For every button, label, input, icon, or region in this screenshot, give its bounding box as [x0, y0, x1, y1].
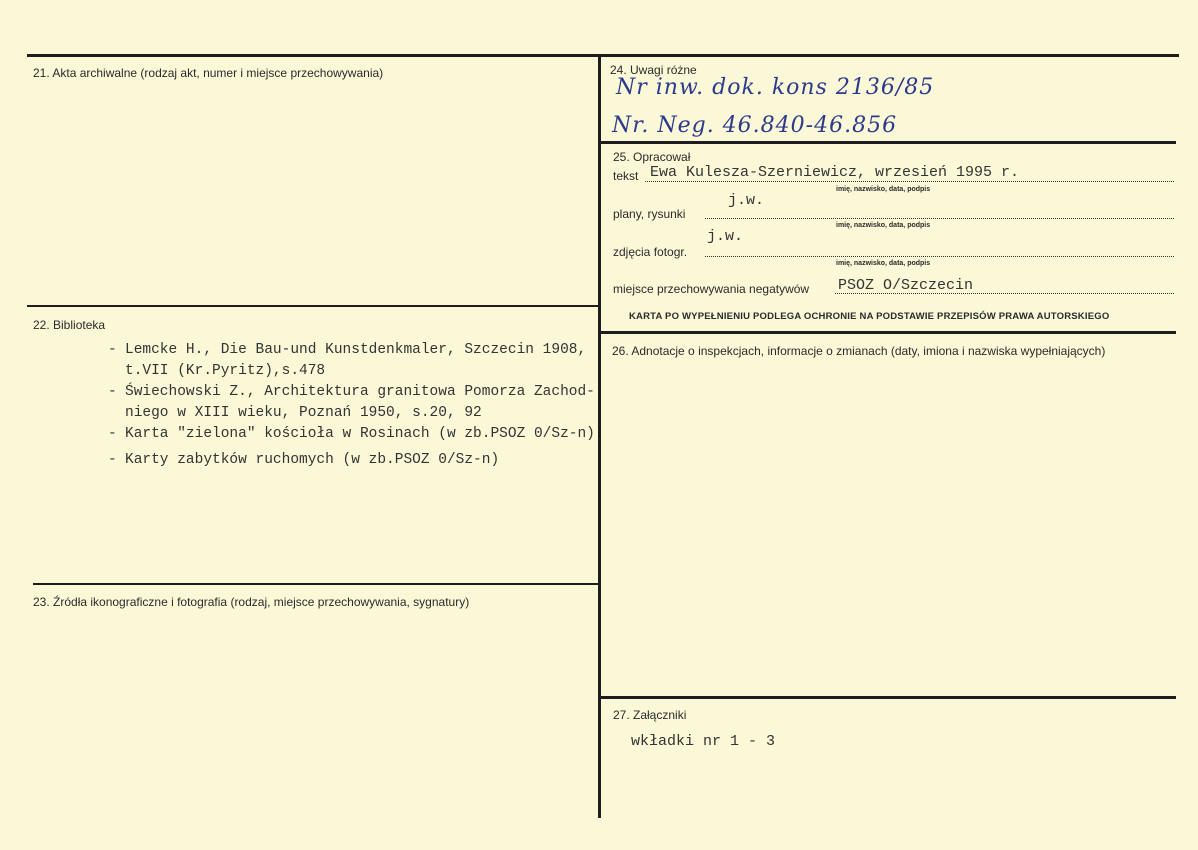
bib-entry-2-line2: niego w XIII wieku, Poznań 1950, s.20, 92: [125, 405, 482, 421]
handwritten-inventory-note: Nr inw. dok. kons 2136/85: [616, 75, 935, 100]
zdjecia-sublabel: imię, nazwisko, data, podpis: [836, 260, 931, 267]
negatywy-value: PSOZ O/Szczecin: [838, 277, 974, 294]
plany-value: j.w.: [728, 192, 765, 209]
section-27-label: 27. Załączniki: [613, 708, 687, 722]
section-21-label: 21. Akta archiwalne (rodzaj akt, numer i miejsce przechowywania): [33, 66, 384, 80]
divider-24-25: [600, 141, 1176, 144]
bib-entry-1-line1: Lemcke H., Die Bau-und Kunstdenkmaler, Szczecin 1908,: [125, 342, 587, 358]
section-22-label: 22. Biblioteka: [33, 318, 106, 332]
top-border: [27, 54, 1179, 57]
section-23-label: 23. Źródła ikonograficzne i fotografia (rodzaj, miejsce przechowywania, sygnatury): [33, 595, 470, 609]
divider-22-23: [33, 583, 599, 585]
handwritten-negative-note: Nr. Neg. 46.840-46.856: [612, 113, 898, 138]
zdjecia-line: [705, 256, 1174, 257]
bibliography-entry: - Karty zabytków ruchomych (w zb.PSOZ 0/Sz-n): [108, 452, 500, 468]
bib-entry-4-line1: Karty zabytków ruchomych (w zb.PSOZ 0/Sz-n): [125, 452, 500, 468]
plany-line: [705, 218, 1174, 219]
tekst-line: [645, 181, 1174, 182]
section-26-label: 26. Adnotacje o inspekcjach, informacje o zmianach (daty, imiona i nazwiska wypełniających): [612, 344, 1106, 358]
bibliography-entry: - Karta "zielona" kościoła w Rosinach (w zb.PSOZ 0/Sz-n): [108, 426, 595, 442]
divider-25-26: [600, 331, 1176, 334]
copyright-notice: KARTA PO WYPEŁNIENIU PODLEGA OCHRONIE NA PODSTAWIE PRZEPISÓW PRAWA AUTORSKIEGO: [629, 311, 1110, 322]
bibliography-entry: - Lemcke H., Die Bau-und Kunstdenkmaler, Szczecin 1908, t.VII (Kr.Pyritz),s.478: [108, 340, 586, 382]
section-25-label: 25. Opracował: [613, 150, 691, 164]
negatywy-label: miejsce przechowywania negatywów: [613, 282, 810, 296]
tekst-label: tekst: [613, 169, 639, 183]
divider-26-27: [600, 696, 1176, 699]
plany-sublabel: imię, nazwisko, data, podpis: [836, 222, 931, 229]
zdjecia-label: zdjęcia fotogr.: [613, 245, 688, 259]
center-divider: [598, 54, 601, 818]
plany-label: plany, rysunki: [613, 207, 686, 221]
zdjecia-value: j.w.: [707, 228, 744, 245]
section-24-label: 24. Uwagi różne: [610, 63, 697, 77]
divider-21-22: [27, 305, 599, 307]
tekst-value: Ewa Kulesza-Szerniewicz, wrzesień 1995 r.: [650, 164, 1020, 181]
bib-entry-3-line1: Karta "zielona" kościoła w Rosinach (w zb.PSOZ 0/Sz-n): [125, 426, 595, 442]
bib-entry-2-line1: Świechowski Z., Architektura granitowa Pomorza Zachod-: [125, 384, 595, 400]
bibliography-entry: - Świechowski Z., Architektura granitowa Pomorza Zachod- niego w XIII wieku, Poznań 1950, s.20, 92: [108, 382, 595, 424]
attachments-value: wkładki nr 1 - 3: [631, 733, 776, 750]
bib-entry-1-line2: t.VII (Kr.Pyritz),s.478: [125, 363, 326, 379]
tekst-sublabel: imię, nazwisko, data, podpis: [836, 186, 931, 193]
